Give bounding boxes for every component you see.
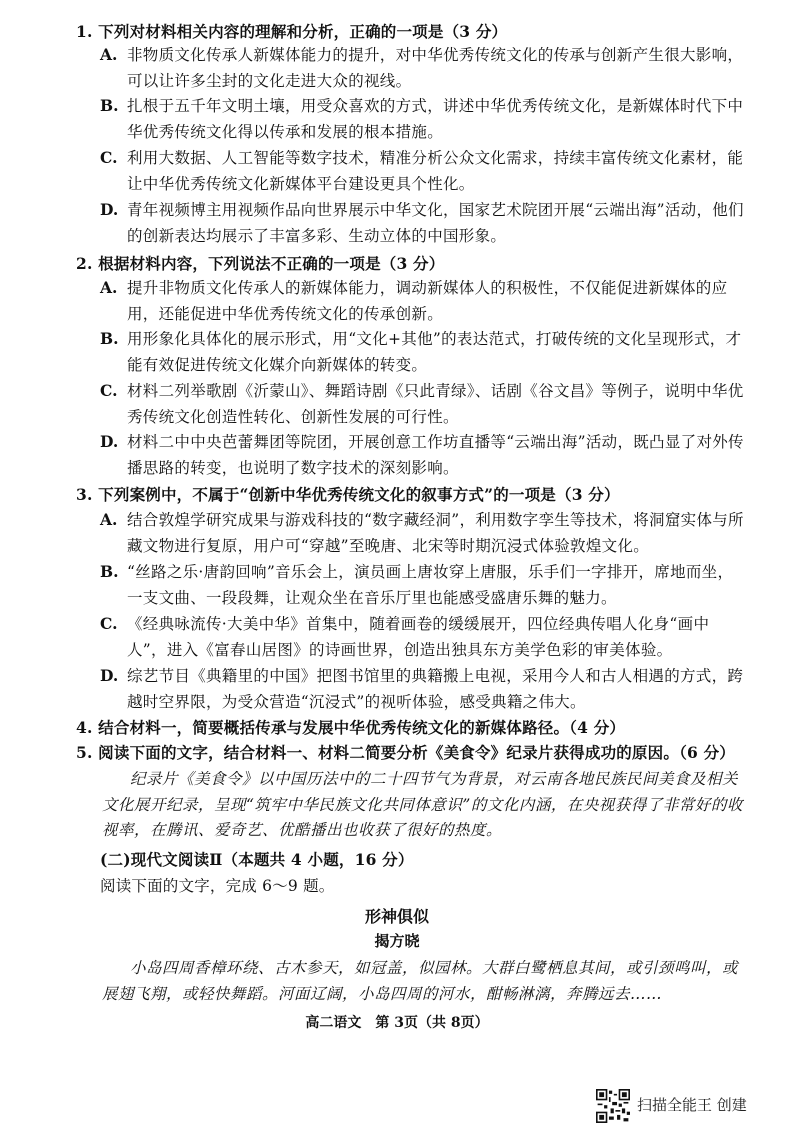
q1-option-b-letter: B.	[100, 96, 119, 115]
q1-option-c-text: 利用大数据、人工智能等数字技术，精准分析公众文化需求，持续丰富传统文化素材，能让中华优秀传统文化新媒体平台建设更具个性化。	[127, 149, 744, 193]
question-2-stem: 2. 根据材料内容，下列说法不正确的一项是（3 分）	[76, 254, 445, 273]
question-5-stem: 5. 阅读下面的文字，结合材料一、材料二简要分析《美食令》纪录片获得成功的原因。（6 分）	[76, 743, 736, 762]
q2-option-d-letter: D.	[100, 432, 119, 451]
q1-option-d-text: 青年视频博主用视频作品向世界展示中华文化，国家艺术院团开展“云端出海”活动，他们的创新表达均展示了丰富多彩、生动立体的中国形象。	[127, 201, 744, 245]
q5-passage: 纪录片《美食令》以中国历法中的二十四节气为背景，对云南各地民族民间美食及相关文化展开纪录，呈现“筑牢中华民族文化共同体意识”的文化内涵，在央视获得了非常好的收视率，在腾讯、爱奇艺、优酷播出也收获了很好的热度。	[102, 770, 743, 839]
section-instruction: 阅读下面的文字，完成 6～9 题。	[100, 877, 335, 895]
q2-option-a-text: 提升非物质文化传承人的新媒体能力，调动新媒体人的积极性，不仅能促进新媒体的应用，还能促进中华优秀传统文化的传承创新。	[127, 279, 728, 323]
question-4-stem: 4. 结合材料一，简要概括传承与发展中华优秀传统文化的新媒体路径。（4 分）	[76, 718, 626, 737]
q3-option-d-letter: D.	[100, 666, 119, 685]
q3-option-a-letter: A.	[100, 510, 118, 529]
q2-option-b-letter: B.	[100, 329, 119, 348]
article-author: 揭方晓	[374, 932, 420, 950]
article-opening-paragraph: 小岛四周香樟环绕、古木参天，如冠盖，似园林。大群白鹭栖息其间，或引颈鸣叫，或展翅飞翔，或轻快舞蹈。河面辽阔，小岛四周的河水，酣畅淋漓，奔腾远去……	[102, 959, 739, 1003]
q3-option-b-letter: B.	[100, 562, 119, 581]
q1-option-d-letter: D.	[100, 200, 119, 219]
q2-option-d-text: 材料二中中央芭蕾舞团等院团，开展创意工作坊直播等“云端出海”活动，既凸显了对外传播思路的转变，也说明了数字技术的深刻影响。	[127, 433, 744, 477]
q2-option-a-letter: A.	[100, 278, 118, 297]
q3-option-b-text: “丝路之乐·唐韵回响”音乐会上，演员画上唐妆穿上唐服，乐手们一字排开，席地而坐，一支文曲、一段段舞，让观众坐在音乐厅里也能感受盛唐乐舞的魅力。	[127, 563, 734, 607]
question-1-stem: 1. 下列对材料相关内容的理解和分析，正确的一项是（3 分）	[76, 22, 508, 41]
q3-option-c-letter: C.	[100, 614, 118, 633]
q1-option-a-text: 非物质文化传承人新媒体能力的提升，对中华优秀传统文化的传承与创新产生很大影响，可以让许多尘封的文化走进大众的视线。	[127, 46, 744, 90]
page-footer: 高二语文 第 3页（共 8页）	[305, 1015, 489, 1031]
q2-option-c-text: 材料二列举歌剧《沂蒙山》、舞蹈诗剧《只此青绿》、话剧《谷文昌》等例子，说明中华优秀传统文化创造性转化、创新性发展的可行性。	[127, 382, 744, 426]
q3-option-c-text: 《经典咏流传·大美中华》首集中，随着画卷的缓缓展开，四位经典传唱人化身“画中人”，进入《富春山居图》的诗画世界，创造出独具东方美学色彩的审美体验。	[127, 615, 710, 659]
q1-option-c-letter: C.	[100, 148, 118, 167]
q2-option-b-text: 用形象化具体化的展示形式，用“文化+其他”的表达范式，打破传统的文化呈现形式，才能有效促进传统文化媒介向新媒体的转变。	[127, 330, 742, 374]
article-title: 形神俱似	[364, 907, 429, 926]
q3-option-d-text: 综艺节目《典籍里的中国》把图书馆里的典籍搬上电视，采用今人和古人相遇的方式，跨越时空界限，为受众营造“沉浸式”的视听体验，感受典籍之伟大。	[127, 667, 744, 711]
qr-code-icon	[596, 1089, 630, 1123]
section-heading: (二)现代文阅读Ⅱ（本题共 4 小题，16 分）	[100, 850, 414, 869]
q1-option-a-letter: A.	[100, 45, 118, 64]
q3-option-a-text: 结合敦煌学研究成果与游戏科技的“数字藏经洞”，利用数字孪生等技术，将洞窟实体与所藏文物进行复原，用户可“穿越”至晚唐、北宋等时期沉浸式体验敦煌文化。	[127, 511, 744, 555]
scanner-watermark-label: 扫描全能王 创建	[637, 1096, 747, 1114]
question-3-stem: 3. 下列案例中，不属于“创新中华优秀传统文化的叙事方式”的一项是（3 分）	[76, 485, 620, 504]
q1-option-b-text: 扎根于五千年文明土壤，用受众喜欢的方式，讲述中华优秀传统文化，是新媒体时代下中华优秀传统文化得以传承和发展的根本措施。	[127, 97, 744, 141]
q2-option-c-letter: C.	[100, 381, 118, 400]
